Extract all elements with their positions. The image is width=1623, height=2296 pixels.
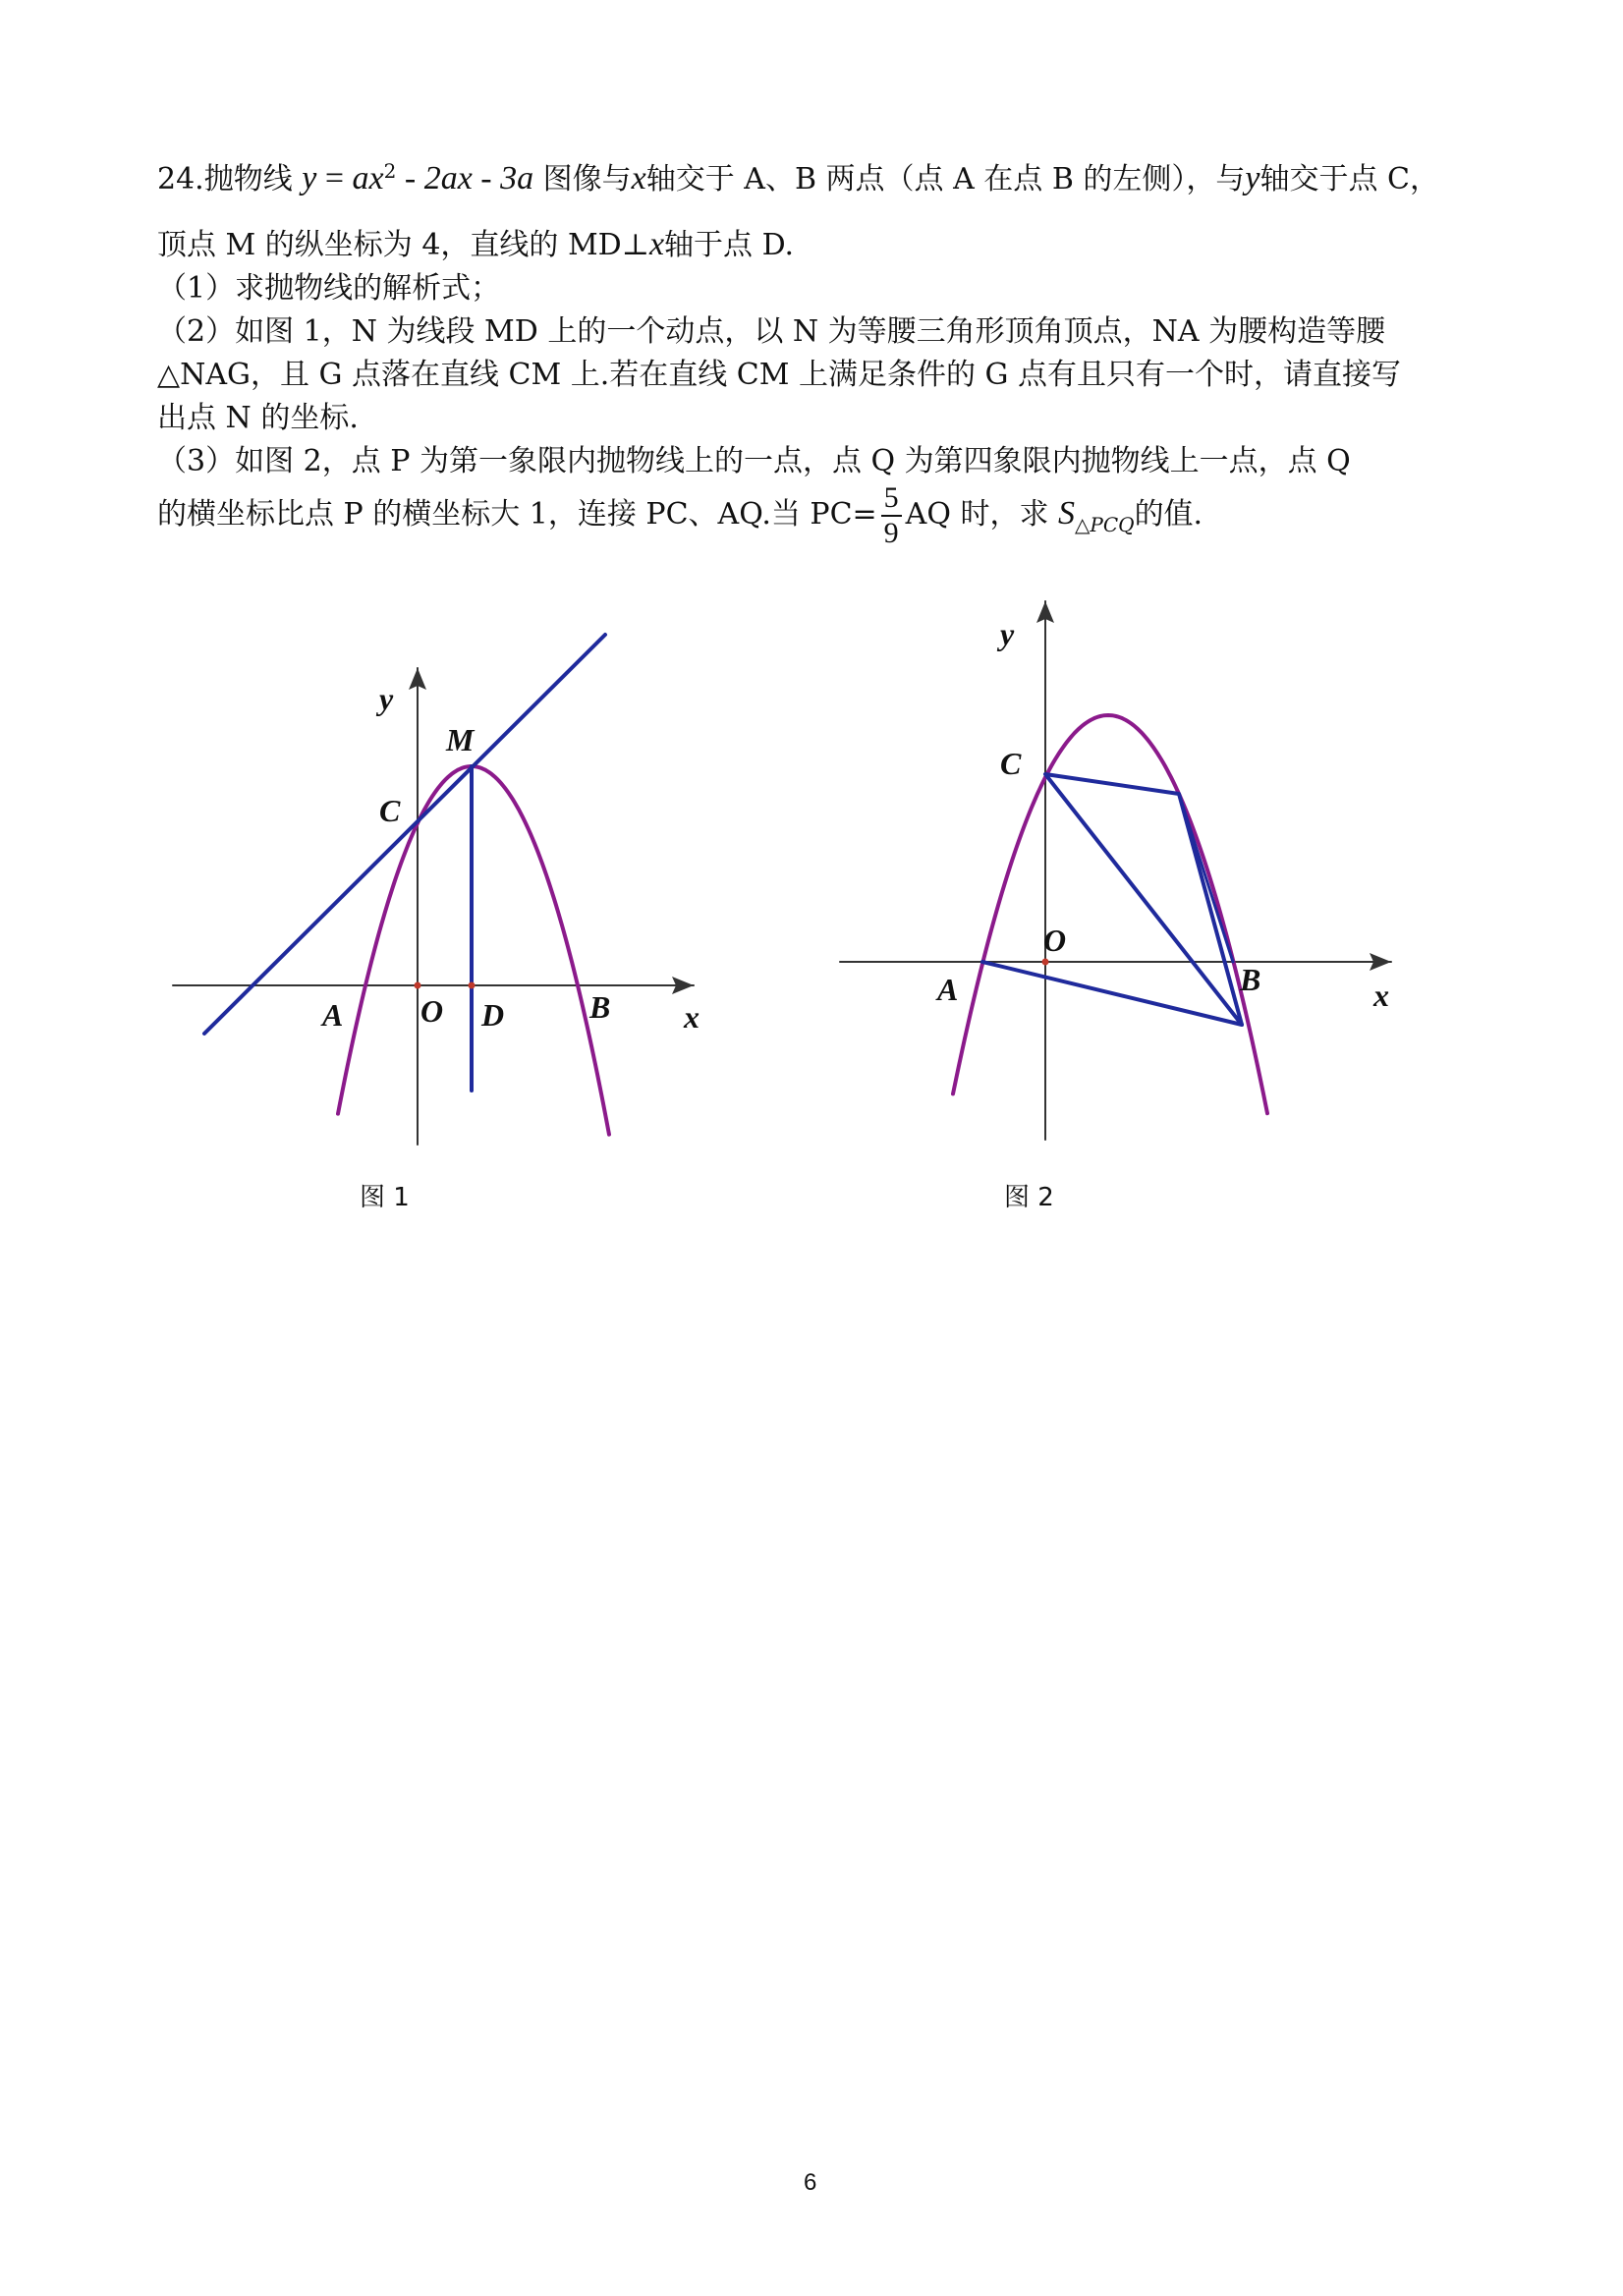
var-y: y	[1245, 160, 1260, 196]
text-segment: 抛物线	[203, 162, 293, 196]
fig1-label-y: y	[379, 681, 394, 716]
text-segment: AQ 时，求	[905, 497, 1049, 532]
fig2-label-a: A	[937, 972, 959, 1007]
fraction-denominator: 9	[883, 517, 899, 549]
var-x: x	[648, 226, 665, 262]
part-2-line-3: 出点 N 的坐标.	[157, 401, 359, 435]
text-segment: 轴于点 D.	[664, 228, 795, 262]
fig1-label-m: M	[446, 722, 475, 757]
fig1-label-x: x	[684, 999, 700, 1035]
fig2-label-b: B	[1240, 962, 1261, 997]
fig2-segment-aq	[982, 962, 1242, 1025]
equation-y: y	[302, 160, 317, 196]
equation-rest: - 2ax - 3a	[396, 160, 534, 196]
equation-equals: =	[316, 160, 353, 196]
fig2-label-c: C	[1000, 746, 1022, 781]
fig2-segment-b	[1179, 794, 1233, 962]
fig2-origin-dot	[1042, 959, 1049, 966]
fig1-origin-dot	[415, 982, 421, 989]
text-segment: 的横坐标比点 P 的横坐标大 1，连接 PC、AQ.当 PC=	[157, 497, 877, 532]
fig2-label-y: y	[1000, 616, 1015, 651]
fig2-label-x: x	[1373, 978, 1389, 1013]
fraction-numerator: 5	[881, 483, 902, 517]
fig1-d-dot	[469, 982, 476, 989]
text-segment: 轴交于点 C，	[1259, 162, 1439, 196]
text-segment: 顶点 M 的纵坐标为 4，直线的 MD⊥	[157, 228, 649, 262]
text-segment: 图像与	[542, 162, 632, 196]
fig1-label-c: C	[379, 793, 401, 828]
part-1: （1）求抛物线的解析式；	[157, 271, 501, 306]
text-segment: 的值.	[1134, 497, 1203, 532]
fig1-label-d: D	[481, 997, 505, 1033]
equation-exponent: 2	[383, 159, 397, 183]
problem-number: 24.	[157, 162, 204, 196]
part-2-line-2: △NAG，且 G 点落在直线 CM 上.若在直线 CM 上满足条件的 G 点有且只有一个时，请直接写	[157, 358, 1402, 392]
part-2-line-1: （2）如图 1，N 为线段 MD 上的一个动点，以 N 为等腰三角形顶角顶点，NA 为腰构造等腰	[157, 314, 1386, 349]
fig1-label-b: B	[589, 989, 611, 1025]
fig1-label-a: A	[322, 997, 344, 1033]
area-symbol: S	[1058, 495, 1076, 532]
fig2-label-o: O	[1043, 923, 1067, 958]
figure-1-caption: 图 1	[360, 1183, 410, 1212]
figure-2-caption: 图 2	[1004, 1183, 1054, 1212]
area-subscript: △PCQ	[1075, 513, 1135, 536]
fig1-label-o: O	[420, 993, 444, 1029]
var-x: x	[631, 160, 646, 196]
fig1-line-cm	[204, 635, 605, 1034]
text-segment: 轴交于 A、B 两点（点 A 在点 B 的左侧），与	[645, 162, 1246, 196]
equation-ax: ax	[352, 160, 384, 196]
part-3-line-1: （3）如图 2，点 P 为第一象限内抛物线上的一点，点 Q 为第四象限内抛物线上一点，点 Q	[157, 444, 1351, 478]
page-number: 6	[804, 2169, 817, 2196]
